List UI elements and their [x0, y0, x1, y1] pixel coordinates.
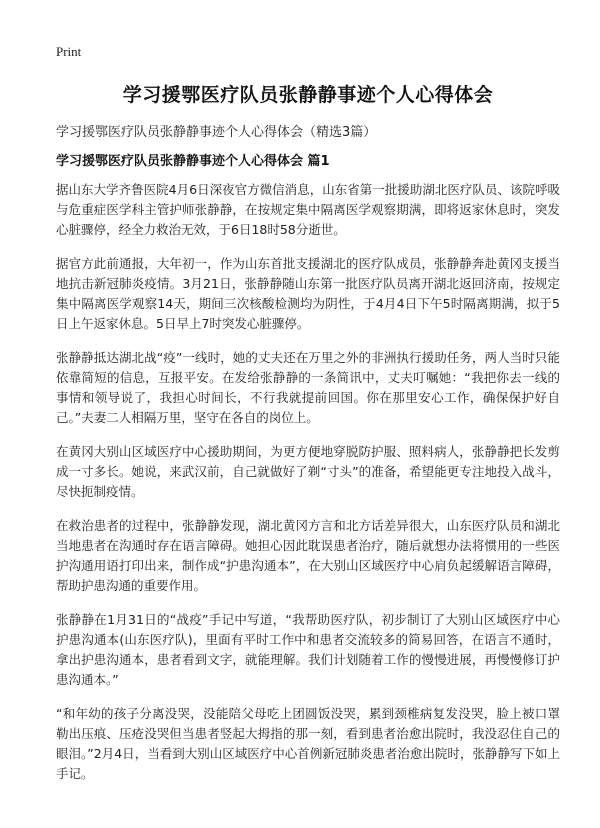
paragraph: 在黄冈大别山区域医疗中心援助期间，为更方便地穿脱防护服、照料病人，张静静把长发剪成一寸多长。她说，来武汉前，自己就做好了剃“寸头”的准备，希望能更专注地投入战斗，尽快扼制疫情。 — [56, 444, 560, 499]
document-title: 学习援鄂医疗队员张静静事迹个人心得体会 — [122, 84, 494, 106]
document-subtitle: 学习援鄂医疗队员张静静事迹个人心得体会（精选3篇） — [56, 125, 377, 140]
print-link[interactable]: Print — [56, 44, 82, 59]
paragraph: 张静静在1月31日的“战疫”手记中写道，“我帮助医疗队，初步制订了大别山区域医疗中心护患沟通本(山东医疗队)，里面有平时工作中和患者交流较多的简易回答，在语言不通时，拿出护患沟通本，患者看到文字，就能理解。我们计划随着工作的慢慢进展，再慢慢修订护患沟通本。” — [56, 612, 560, 687]
paragraph: 据官方此前通报，大年初一，作为山东首批支援湖北的医疗队成员，张静静奔赴黄冈支援当地抗击新冠肺炎疫情。3月21日，张静静随山东第一批医疗队员离开湖北返回济南，按规定集中隔离医学观察14天，期间三次核酸检测均为阴性，于4月4日下午5时隔离期满，拟于5日上午返家休息。5日早上7时突发心脏骤停。 — [56, 256, 560, 331]
paragraph: 据山东大学齐鲁医院4月6日深夜官方微信消息，山东省第一批援助湖北医疗队员、该院呼吸与危重症医学科主管护师张静静，在按规定集中隔离医学观察期满，即将返家休息时，突发心脏骤停，经全力救治无效，于6日18时58分逝世。 — [56, 182, 560, 237]
section-heading: 学习援鄂医疗队员张静静事迹个人心得体会 篇1 — [56, 154, 330, 169]
paragraph: 在救治患者的过程中，张静静发现，湖北黄冈方言和北方话差异很大，山东医疗队员和湖北当地患者在沟通时存在语言障碍。她担心因此耽误患者治疗，随后就想办法将惯用的一些医护沟通用语打印出来，制作成“护患沟通本”，在大别山区域医疗中心肩负起缓解语言障碍，帮助护患沟通的重要作用。 — [56, 518, 560, 593]
paragraph: “和年幼的孩子分离没哭，没能陪父母吃上团圆饭没哭，累到颈椎病复发没哭，脸上被口罩勒出压痕、压疮没哭但当患者竖起大拇指的那一刻，看到患者治愈出院时，我没忍住自己的眼泪。”2月4日，当看到大别山区域医疗中心首例新冠肺炎患者治愈出院时，张静静写下如上手记。 — [56, 706, 560, 781]
paragraph: 张静静抵达湖北战“疫”一线时，她的丈夫还在万里之外的非洲执行援助任务，两人当时只能依靠简短的信息，互报平安。在发给张静静的一条简讯中，丈夫叮嘱她：“我把你去一线的事情和领导说了，我担心时间长，不行我就提前回国。你在那里安心工作，确保保护好自己。”夫妻二人相隔万里，坚守在各自的岗位上。 — [56, 350, 560, 425]
article-body — [56, 180, 560, 798]
